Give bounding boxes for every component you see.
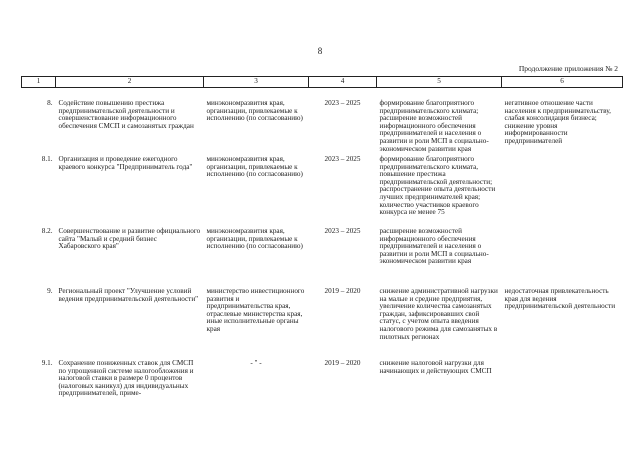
header-cell: 4 xyxy=(309,77,377,88)
executor-cell: минэкономразвития края, организации, привлекаемые к исполнению (по согласованию) xyxy=(206,155,303,179)
table-header-row xyxy=(22,77,623,88)
result-cell: снижение налоговой нагрузки для начинающих и действующих СМСП xyxy=(379,359,492,375)
years-cell: 2023 – 2025 xyxy=(324,155,361,163)
result-cell: расширение возможностей информационного обеспечения предпринимателей и населения о развитии и роли МСП в социально-экономическом развитии края xyxy=(379,227,489,266)
risks-cell: недостаточная привлекательность края для ведения предпринимательской деятельности xyxy=(504,287,616,311)
activity-cell: Организация и проведение ежегодного краевого конкурса "Предприниматель года" xyxy=(58,155,193,171)
page-number: 8 xyxy=(317,46,323,56)
header-cell: 5 xyxy=(377,77,502,88)
table-row xyxy=(22,360,623,440)
continuation-label: Продолжение приложения № 2 xyxy=(518,64,618,73)
executor-cell: минэкономразвития края, организации, привлекаемые к исполнению (по согласованию) xyxy=(206,227,303,251)
header-cell: 1 xyxy=(22,77,56,88)
executor-cell: минэкономразвития края, организации, привлекаемые к исполнению (по согласованию) xyxy=(206,99,303,123)
table-row xyxy=(22,288,623,360)
years-cell: 2019 – 2020 xyxy=(324,359,361,367)
table-row xyxy=(22,156,623,228)
risks-cell xyxy=(502,228,623,288)
measures-table xyxy=(21,76,623,440)
row-number: 9. xyxy=(47,287,53,295)
row-number: 8.1. xyxy=(41,155,53,163)
header-cell: 6 xyxy=(502,77,623,88)
row-number: 8.2. xyxy=(41,227,53,235)
result-cell: формирование благоприятного предпринимательского климата; расширение возможностей информационного обеспечения предпринимателей и населения о развитии и роли МСП в социально-экономическом развитии края xyxy=(379,99,489,153)
activity-cell: Региональный проект "Улучшение условий ведения предпринимательской деятельности" xyxy=(58,287,199,303)
row-number: 8. xyxy=(47,99,53,107)
table-row xyxy=(22,228,623,288)
row-number: 9.1. xyxy=(41,359,53,367)
risks-cell xyxy=(502,360,623,440)
years-cell: 2023 – 2025 xyxy=(324,227,361,235)
risks-cell xyxy=(502,156,623,228)
executor-cell: министерство инвестиционного развития и предпринимательства края, отраслевые министерства края, иные исполнительные органы края xyxy=(206,287,305,333)
table-row xyxy=(22,88,623,157)
years-cell: 2023 – 2025 xyxy=(324,99,361,107)
risks-cell: негативное отношение части населения к предпринимательству, слабая консолидация бизнеса; снижение уровня информированности предпринимателей xyxy=(504,99,611,145)
activity-cell: Совершенствование и развитие официального сайта "Малый и средний бизнес Хабаровского края" xyxy=(58,227,201,251)
header-cell: 2 xyxy=(56,77,204,88)
activity-cell: Сохранение пониженных ставок для СМСП по упрощенной системе налогообложения и налоговой ставки в размере 0 процентов (налоговых каникул) для индивидуальных предпринимателей, приме- xyxy=(58,359,194,398)
result-cell: снижение административной нагрузки на малые и средние предприятия, увеличение количества самозанятых граждан, зафиксировавших свой статус, с учетом опыта введения налогового режима для самозанятых в пилотных регионах xyxy=(379,287,498,341)
result-cell: формирование благоприятного предпринимательского климата, повышение престижа предпринимательской деятельности; распространение опыта деятельности лучших предпринимателей края; количество участников краевого конкурса не менее 75 xyxy=(379,155,496,217)
years-cell: 2019 – 2020 xyxy=(324,287,361,295)
activity-cell: Содействие повышению престижа предпринимательской деятельности и совершенствование информационного обеспечения СМСП и самозанятых граждан xyxy=(58,99,194,130)
executor-cell: - " - xyxy=(250,359,262,367)
header-cell: 3 xyxy=(204,77,309,88)
